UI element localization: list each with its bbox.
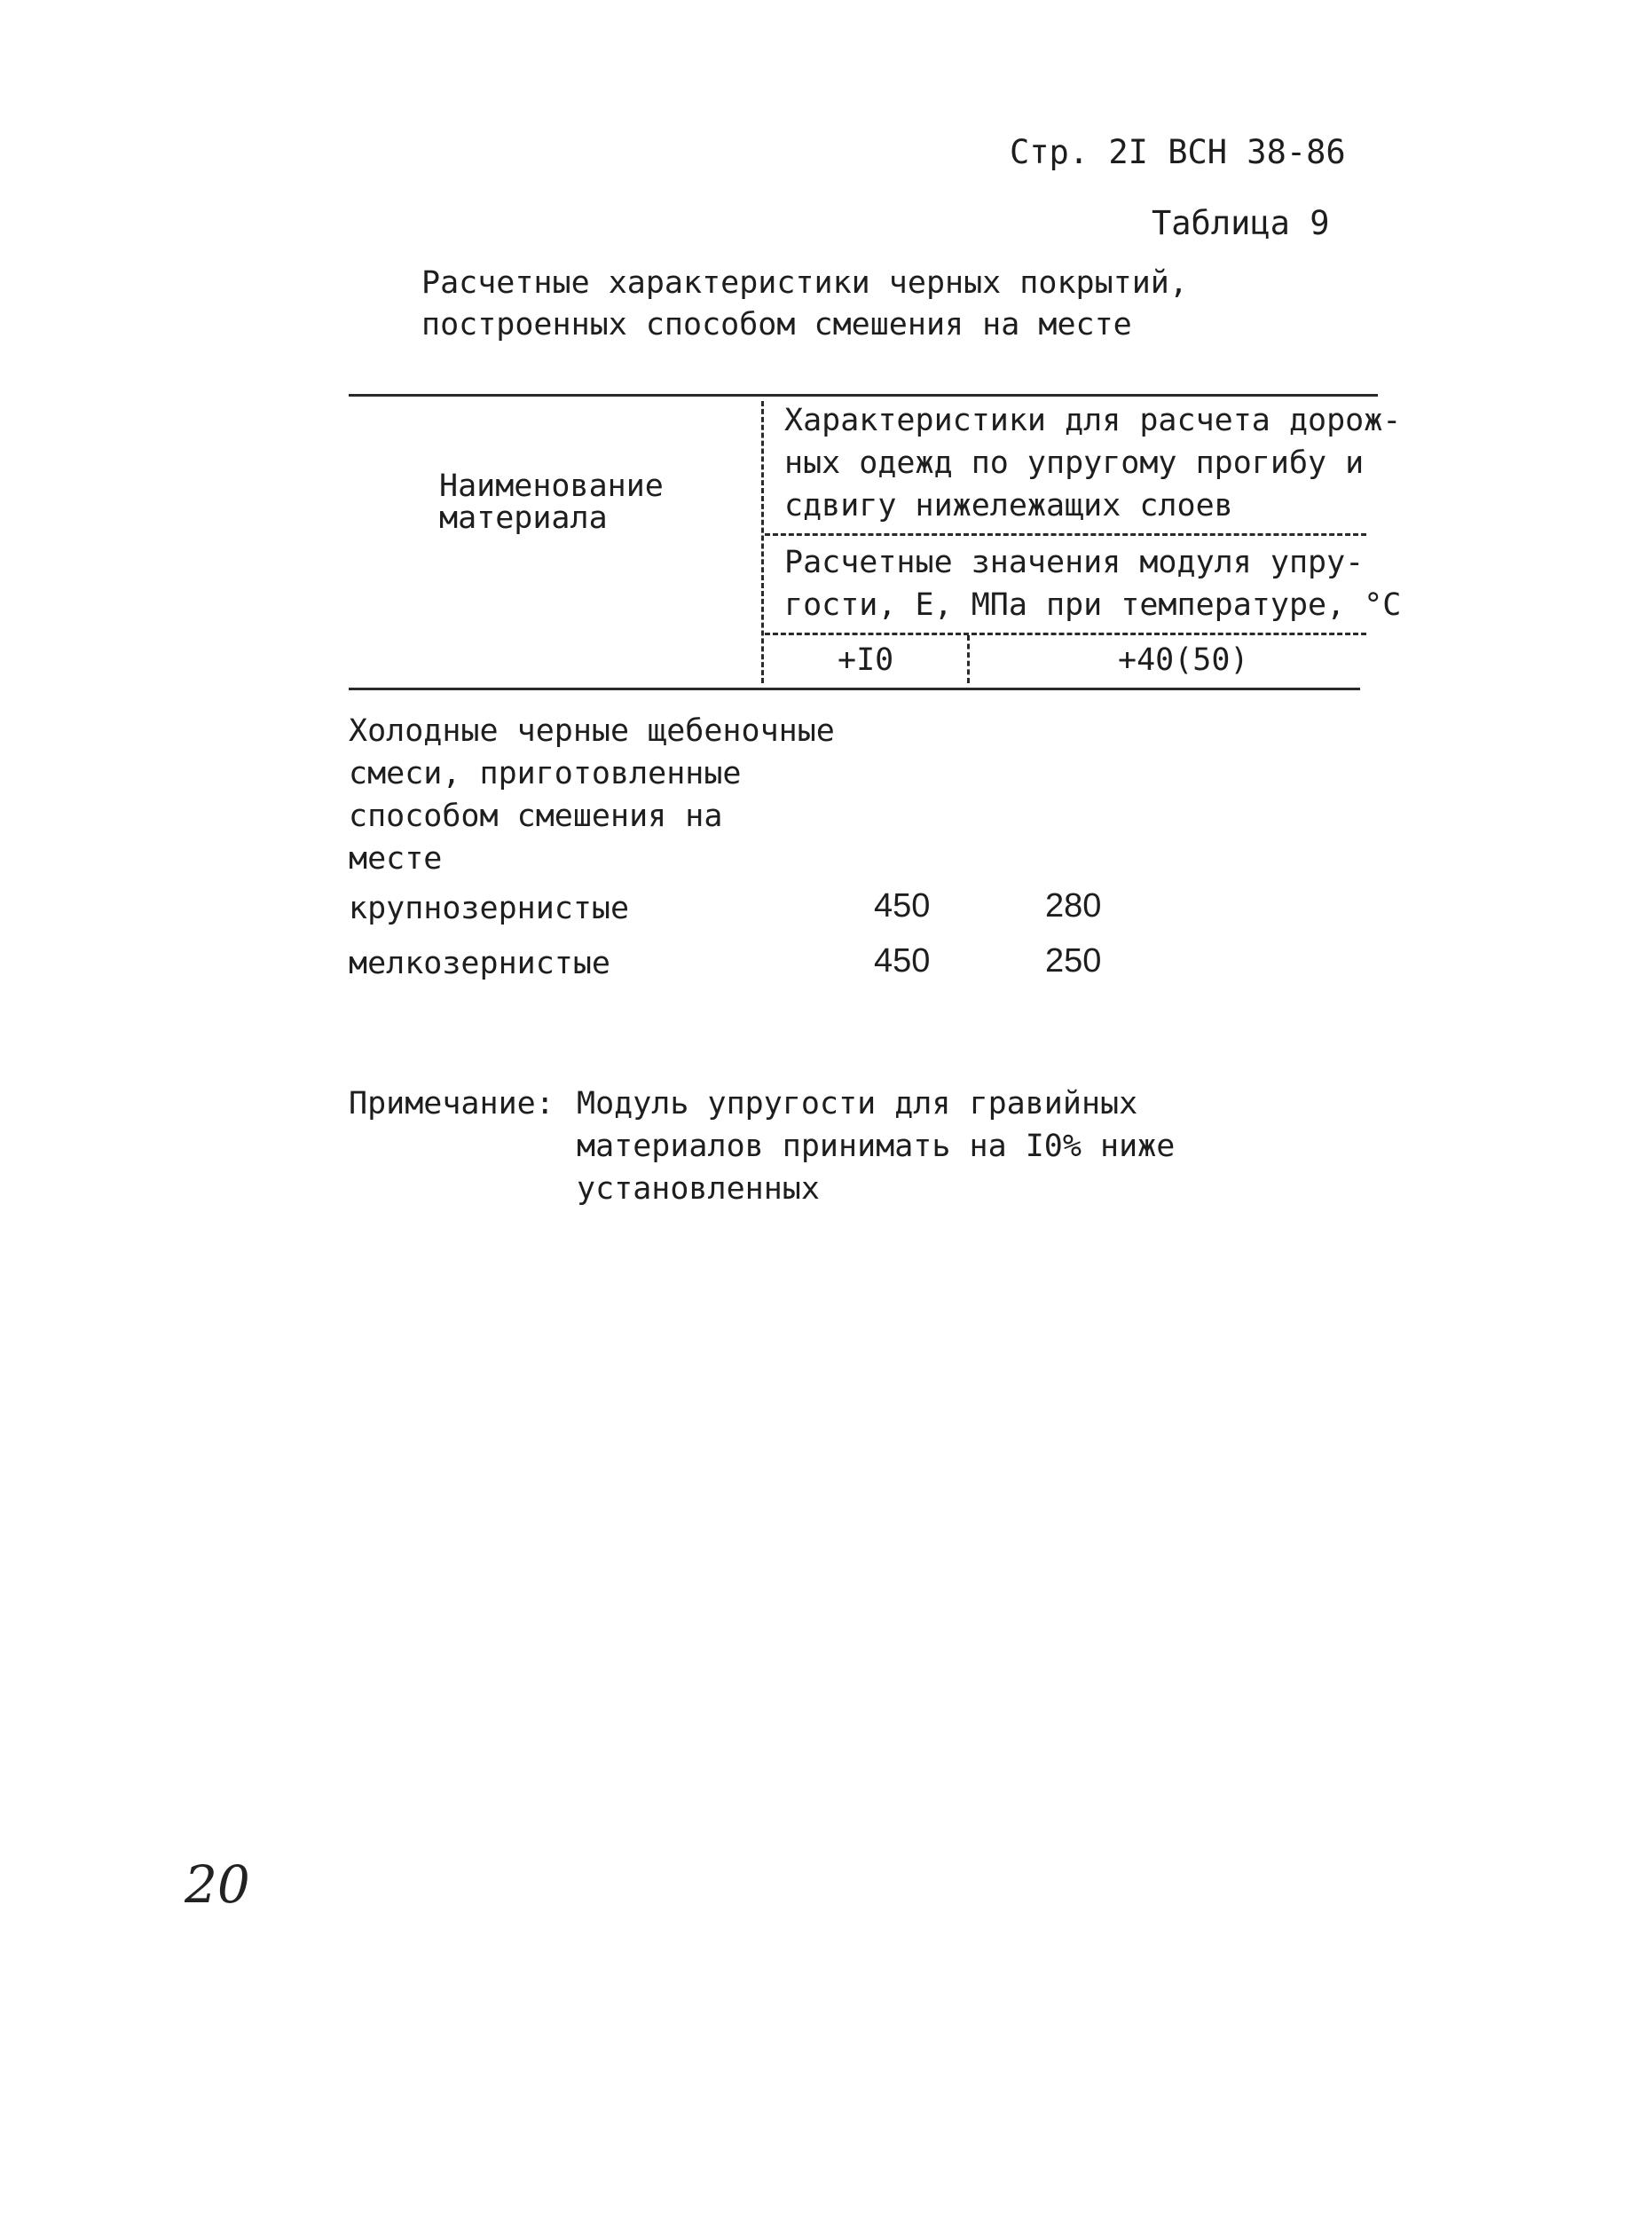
- section-label-line-2: смеси, приготовленные: [349, 756, 742, 791]
- material-column-header: [439, 470, 664, 534]
- table-title-line-2: построенных способом смешения на месте: [421, 307, 1132, 342]
- note-label: Примечание:: [349, 1086, 555, 1121]
- characteristics-group-header: [784, 399, 1401, 527]
- note-line-3: установленных: [577, 1171, 820, 1207]
- sub-header-line-1: Расчетные значения модуля упру-: [784, 545, 1365, 580]
- group-header-line-2: ных одежд по упругому прогибу и: [784, 445, 1365, 481]
- row-2-name: мелкозернистые: [349, 946, 611, 981]
- group-header-line-3: сдвигу нижележащих слоев: [784, 488, 1233, 523]
- modulus-sub-header: [784, 541, 1401, 626]
- section-label-line-4: месте: [349, 841, 443, 877]
- table-header-bottom-rule: [349, 688, 1360, 690]
- group-header-line-1: Характеристики для расчета дорож-: [784, 403, 1402, 438]
- row-2-value-2: 250: [1045, 942, 1102, 980]
- row-1-value-1: 450: [874, 887, 931, 925]
- temperature-column-divider: [967, 635, 970, 683]
- sub-header-rule: [765, 633, 1366, 635]
- sub-header-line-2: гости, Е, МПа при температуре, °С: [784, 587, 1402, 623]
- section-label-line-1: Холодные черные щебеночные: [349, 713, 835, 749]
- material-header-line-1: Наименование: [439, 468, 664, 504]
- table-title-line-1: Расчетные характеристики черных покрытий,: [421, 265, 1188, 301]
- temp-column-1: +I0: [838, 642, 894, 678]
- temp-column-2: +40(50): [1118, 642, 1249, 678]
- group-header-rule: [765, 533, 1366, 536]
- handwritten-page-number: 20: [185, 1854, 250, 1915]
- note-line-1: Модуль упругости для гравийных: [577, 1086, 1138, 1121]
- row-1-name: крупнозернистые: [349, 891, 630, 926]
- section-label-line-3: способом смешения на: [349, 799, 723, 834]
- note-text: [577, 1082, 1175, 1210]
- row-1-value-2: 280: [1045, 887, 1102, 925]
- note-line-2: материалов принимать на I0% ниже: [577, 1129, 1176, 1164]
- page-reference: Стр. 2I ВСН 38-86: [1010, 133, 1346, 171]
- table-top-rule: [349, 394, 1378, 397]
- section-label: [349, 710, 835, 880]
- material-header-line-2: материала: [439, 500, 608, 536]
- table-column-divider: [761, 401, 764, 683]
- row-2-value-1: 450: [874, 942, 931, 980]
- table-label: Таблица 9: [1152, 204, 1330, 242]
